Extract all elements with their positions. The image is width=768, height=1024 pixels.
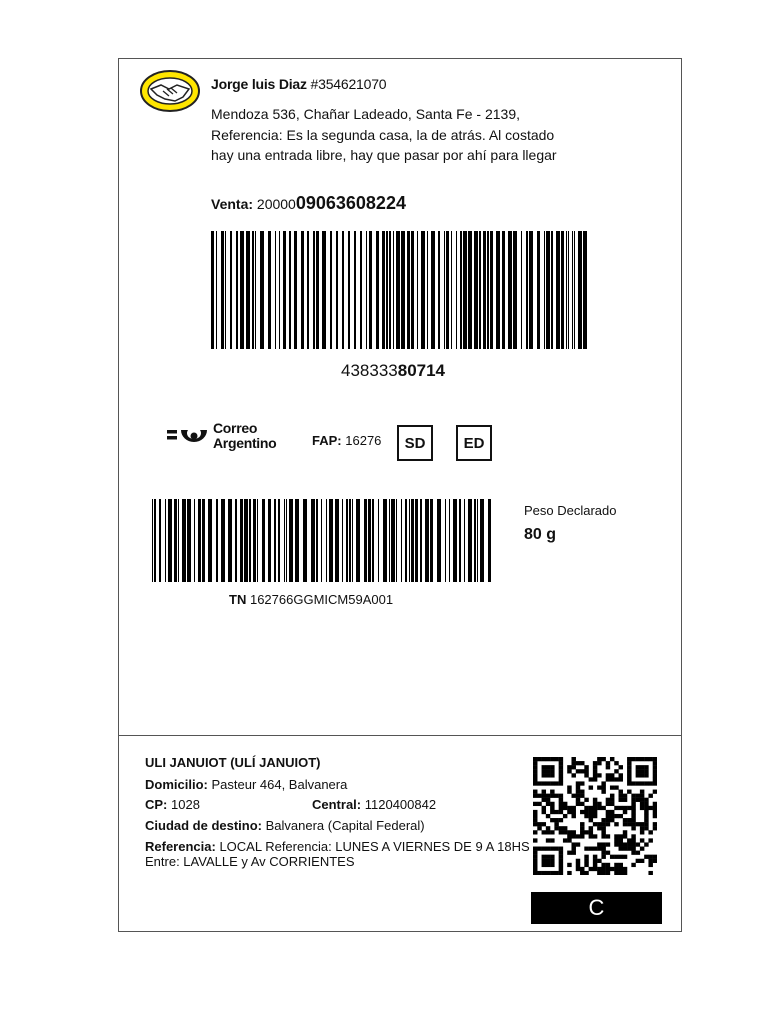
recipient-postal-code: CP: 1028 <box>145 797 200 812</box>
section-divider <box>119 735 681 736</box>
correo-logo-line1: Correo <box>213 420 258 436</box>
sender-address: Mendoza 536, Chañar Ladeado, Santa Fe - 2139, Referencia: Es la segunda casa, la de atrás. Al costado hay una entrada libre, hay que pasar por ahí para llegar <box>211 106 557 163</box>
service-box-ed: ED <box>456 425 492 461</box>
recipient-central: Central: 1120400842 <box>312 797 437 812</box>
sender-name: Jorge luis Diaz #354621070 <box>211 76 387 92</box>
main-barcode <box>211 231 588 349</box>
mercadolibre-handshake-logo <box>139 69 201 113</box>
zone-letter: C <box>531 892 662 924</box>
tracking-number: TN 162766GGMICM59A001 <box>229 592 394 607</box>
correo-logo-line2: Argentino <box>213 435 277 451</box>
recipient-city: Ciudad de destino: Balvanera (Capital Federal) <box>145 818 425 833</box>
shipping-label <box>118 58 682 932</box>
recipient-name: ULI JANUIOT (ULÍ JANUIOT) <box>145 755 321 770</box>
sale-number: Venta: 2000009063608224 <box>211 193 406 213</box>
correo-argentino-logo <box>167 421 297 457</box>
tracking-barcode <box>152 499 494 582</box>
declared-weight-value: 80 g <box>524 526 557 543</box>
qr-code <box>533 757 657 875</box>
recipient-reference: Referencia: LOCAL Referencia: LUNES A VIERNES DE 9 A 18HS Entre: LAVALLE y Av CORRIENTES <box>145 839 530 869</box>
correo-argentino-mark-icon <box>167 424 211 454</box>
recipient-address: Domicilio: Pasteur 464, Balvanera <box>145 777 348 792</box>
service-box-sd: SD <box>397 425 433 461</box>
fap-number: FAP: 16276 <box>312 433 382 448</box>
main-barcode-number: 43833380714 <box>341 361 446 380</box>
declared-weight-label: Peso Declarado <box>524 503 617 518</box>
